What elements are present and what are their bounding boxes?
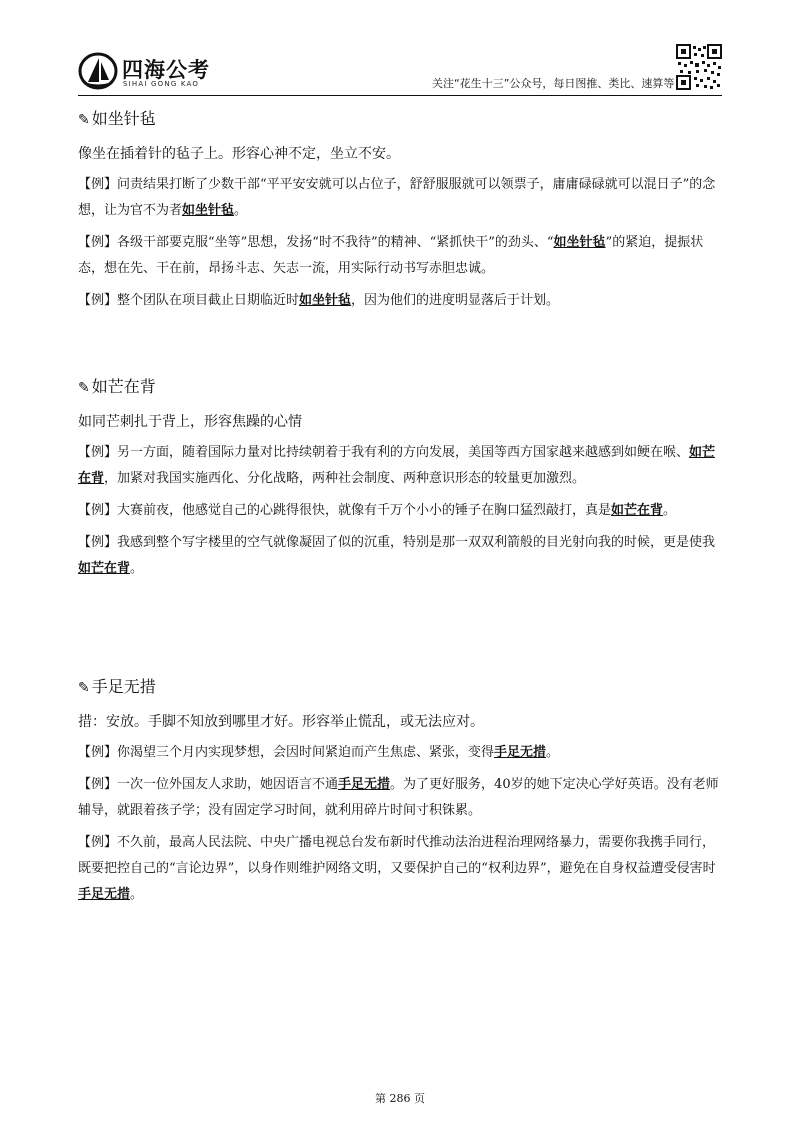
idiom-title-text: 如芒在背	[91, 377, 156, 396]
example-keyword: 如芒在背	[78, 445, 716, 486]
example-tag: 【例】	[78, 835, 118, 850]
example-text-end: ，加紧对我国实施西化、分化战略，两种社会制度、两种意识形态的较量更加激烈。	[104, 471, 586, 486]
example-text-end: 。	[130, 561, 144, 576]
example-text: 整个团队在项目截止日期临近时	[117, 293, 300, 308]
example-1	[78, 440, 728, 492]
pencil-icon: ✎	[78, 112, 90, 128]
idiom-definition: 像坐在插着针的毡子上。形容心神不定，坐立不安。	[78, 146, 400, 162]
example-text-end: 。	[130, 887, 144, 902]
example-keyword: 如坐针毡	[299, 293, 352, 308]
idiom-definition: 措：安放。手脚不知放到哪里才好。形容举止慌乱，或无法应对。	[78, 714, 484, 730]
example-text: 一次一位外国友人求助，她因语言不通	[117, 777, 339, 792]
pencil-icon: ✎	[78, 680, 90, 696]
page-header	[0, 0, 800, 100]
brand-name-latin: SIHAI GONG KAO	[123, 80, 200, 88]
idiom-title-text: 手足无措	[91, 677, 156, 696]
idiom-definition: 如同芒刺扎于背上，形容焦躁的心情	[78, 414, 302, 430]
idiom-title-text: 如坐针毡	[91, 109, 156, 128]
example-keyword: 如芒在背	[611, 503, 664, 518]
example-keyword: 如芒在背	[78, 561, 131, 576]
example-text: 你渴望三个月内实现梦想，会因时间紧迫而产生焦虑、紧张，变得	[117, 745, 495, 760]
logo	[78, 52, 218, 92]
example-text: 问责结果打断了少数干部“平平安安就可以占位子，舒舒服服就可以领票子，庸庸碌碌就可以混日子”的念想，让为官不为者	[78, 177, 716, 218]
example-tag: 【例】	[78, 777, 118, 792]
idiom-title	[78, 108, 728, 131]
example-tag: 【例】	[78, 177, 118, 192]
example-text-end: 。为了更好服务，40岁的她下定决心学好英语。没有老师辅导，就跟着孩子学；没有固定学习时间，就利用碎片时间寸积铢累。	[78, 777, 719, 818]
pencil-icon: ✎	[78, 380, 90, 396]
example-2	[78, 230, 728, 282]
example-2	[78, 498, 728, 524]
example-3	[78, 530, 728, 582]
example-tag: 【例】	[78, 235, 118, 250]
example-keyword: 如坐针毡	[182, 203, 235, 218]
example-text-end: ，因为他们的进度明显落后于计划。	[351, 293, 560, 308]
example-keyword: 手足无措	[338, 777, 391, 792]
idiom-title	[78, 376, 728, 399]
example-text: 我感到整个写字楼里的空气就像凝固了似的沉重，特别是那一双双利箭般的目光射向我的时候，更是使我	[117, 535, 716, 550]
example-keyword: 手足无措	[78, 887, 131, 902]
qr-code-icon	[676, 44, 722, 90]
example-text: 不久前，最高人民法院、中央广播电视总台发布新时代推动法治进程治理网络暴力，需要你我携手同行，既要把控自己的“言论边界”，以身作则维护网络文明，又要保护自己的“权利边界”，避免在自身权益遭受侵害时	[78, 835, 716, 876]
sailboat-logo-icon	[78, 52, 118, 90]
example-text: 另一方面，随着国际力量对比持续朝着于我有利的方向发展，美国等西方国家越来越感到如鲠在喉、	[117, 445, 690, 460]
example-1	[78, 172, 728, 224]
idiom-section-3	[78, 676, 728, 908]
idiom-title	[78, 676, 728, 699]
follow-note: 关注“花生十三”公众号，每日图推、类比、速算等	[432, 77, 675, 90]
idiom-section-1	[78, 108, 728, 314]
page-number: 第 286 页	[375, 1092, 425, 1105]
header-divider	[78, 95, 722, 96]
example-tag: 【例】	[78, 445, 118, 460]
example-2	[78, 772, 728, 824]
example-text-end: 。	[234, 203, 248, 218]
example-3	[78, 830, 728, 908]
example-tag: 【例】	[78, 293, 118, 308]
example-3	[78, 288, 728, 314]
brand-name: 四海公考	[122, 58, 210, 82]
example-keyword: 手足无措	[494, 745, 547, 760]
example-text: 各级干部要克服“坐等”思想，发扬“时不我待”的精神、“紧抓快干”的劲头、“	[117, 235, 554, 250]
example-keyword: 如坐针毡	[553, 235, 606, 250]
example-text: 大赛前夜，他感觉自己的心跳得很快，就像有千万个小小的锤子在胸口猛烈敲打，真是	[117, 503, 612, 518]
example-1	[78, 740, 728, 766]
idiom-section-2	[78, 376, 728, 582]
example-text-end: 。	[546, 745, 560, 760]
example-tag: 【例】	[78, 745, 118, 760]
example-text-end: 。	[663, 503, 677, 518]
example-tag: 【例】	[78, 503, 118, 518]
example-text-end: ”的紧迫，提振状态，想在先、干在前，昂扬斗志、矢志一流，用实际行动书写赤胆忠诚。	[78, 235, 704, 276]
example-tag: 【例】	[78, 535, 118, 550]
